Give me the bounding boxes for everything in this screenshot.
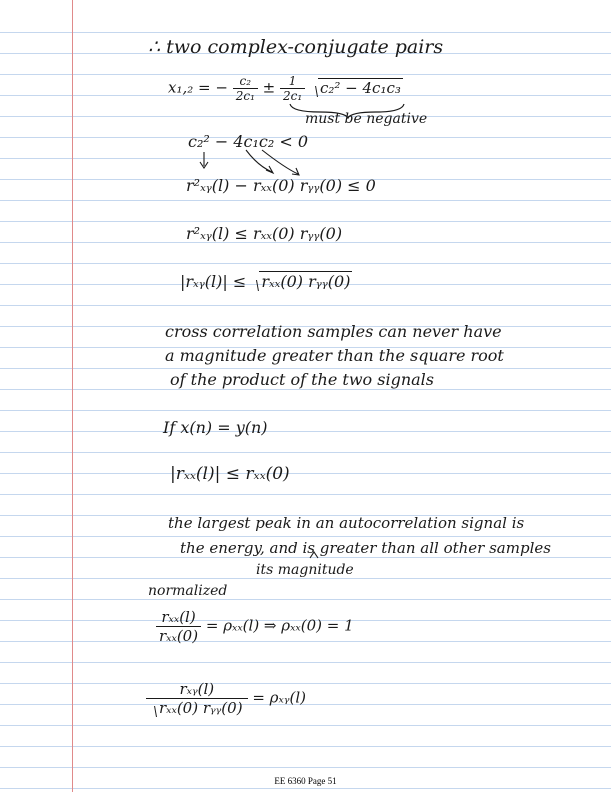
norm1-rhs: = ρₓₓ(l) ⇒ ρₓₓ(0) = 1 (205, 616, 354, 635)
norm2-num: rₓᵧ(l) (146, 680, 248, 699)
inequality-4 (180, 272, 352, 291)
roots-pm: ± (262, 78, 276, 97)
para1-line-3: of the product of the two signals (170, 370, 434, 389)
normalized-equation-2 (146, 680, 306, 717)
para2-line-1: the largest peak in an autocorrelation signal is (168, 514, 525, 532)
roots-radicand: c₂² − 4c₁c₃ (319, 78, 401, 97)
para1-line-2: a magnitude greater than the square root (165, 346, 504, 365)
inequality-4-lhs: |rₓᵧ(l)| ≤ (180, 272, 247, 291)
inequality-5: |rₓₓ(l)| ≤ rₓₓ(0) (170, 464, 290, 484)
para2-line-2: the energy, and is greater than all other samples (180, 539, 551, 557)
norm2-den: rₓₓ(0) rᵧᵧ(0) (159, 699, 243, 717)
inequality-4-radical (251, 272, 352, 291)
norm1-num: rₓₓ(l) (156, 608, 201, 627)
inequality-2: r²ₓᵧ(l) − rₓₓ(0) rᵧᵧ(0) ≤ 0 (186, 176, 376, 195)
norm2-radical (149, 699, 245, 717)
roots-frac1-den: 2c₁ (235, 89, 255, 103)
heading-line: ∴ two complex-conjugate pairs (148, 36, 444, 58)
if-line: If x(n) = y(n) (163, 418, 268, 437)
norm2-rhs: = ρₓᵧ(l) (252, 688, 306, 707)
inequality-4-radicand: rₓₓ(0) rᵧᵧ(0) (261, 272, 351, 291)
normalized-equation-1 (156, 608, 354, 645)
roots-frac2-num: 1 (280, 74, 305, 89)
annotation-must-be-negative: must be negative (305, 111, 428, 127)
roots-lhs: x₁,₂ = − (168, 78, 228, 97)
roots-frac2-den: 2c₁ (283, 89, 303, 103)
normalized-label: normalized (148, 583, 228, 599)
norm2-den-wrap (146, 699, 248, 717)
roots-frac1-num: c₂ (233, 74, 258, 89)
norm2-fraction (146, 680, 248, 717)
para1-line-1: cross correlation samples can never have (165, 322, 502, 341)
para2-line-3: its magnitude (256, 562, 354, 578)
page-footer: EE 6360 Page 51 (274, 776, 337, 786)
inequality-3: r²ₓᵧ(l) ≤ rₓₓ(0) rᵧᵧ(0) (186, 224, 343, 243)
inequality-1: c₂² − 4c₁c₂ < 0 (188, 132, 309, 151)
norm1-fraction (156, 608, 201, 645)
norm1-den: rₓₓ(0) (159, 627, 199, 645)
